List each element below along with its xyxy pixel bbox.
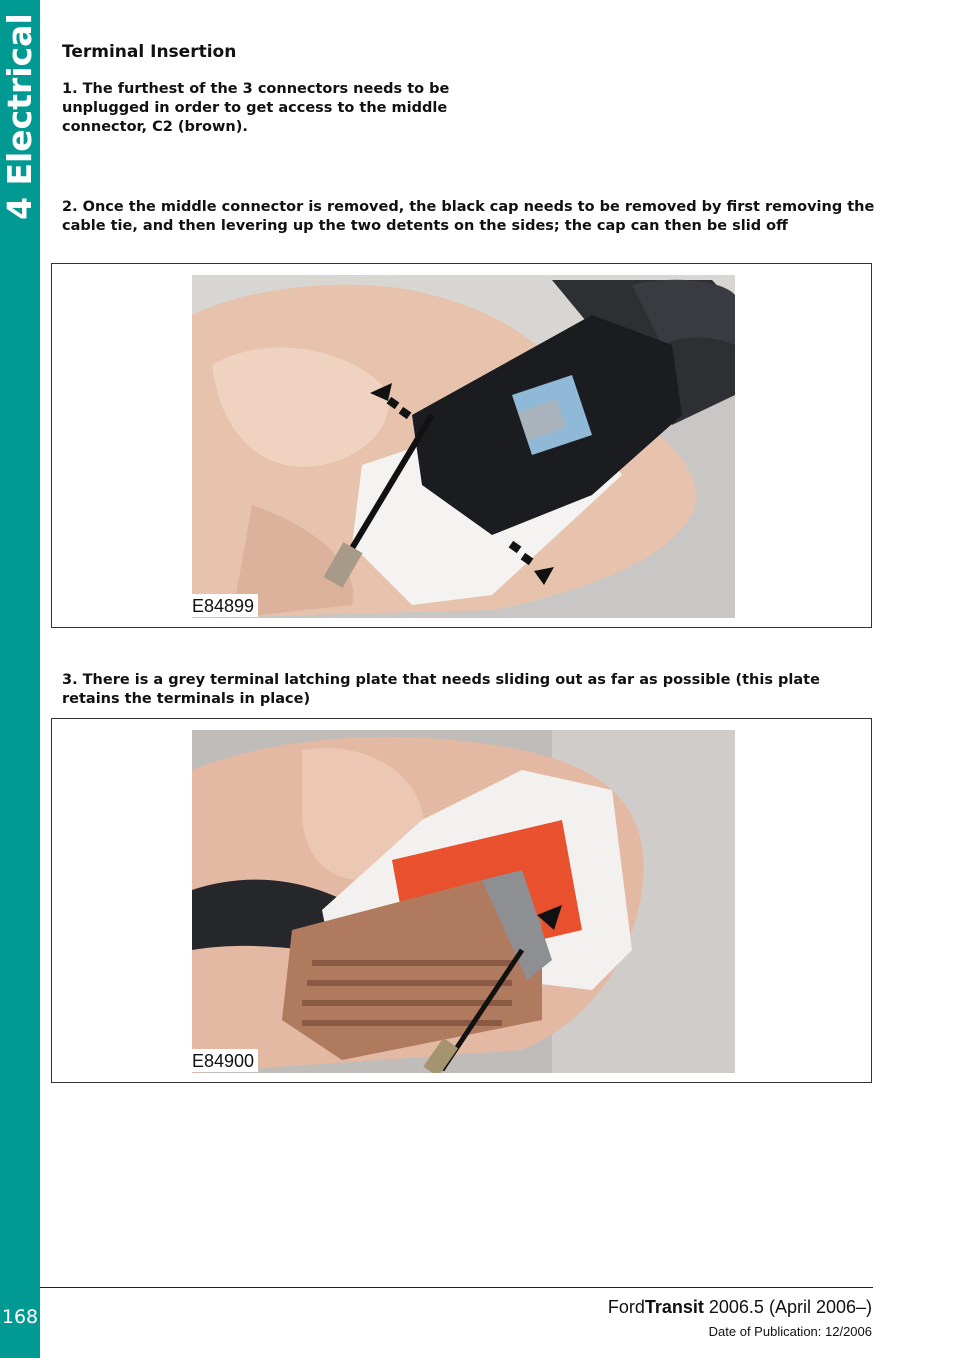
section-title: 4 Electrical bbox=[0, 13, 39, 220]
step-3-text: 3. There is a grey terminal latching plate that needs sliding out as far as possible (this plate retains the terminals in place) bbox=[62, 672, 820, 707]
figure-cap-removal bbox=[51, 263, 872, 628]
section-sidebar bbox=[0, 0, 40, 1358]
footer-publication-date: Date of Publication: 12/2006 bbox=[708, 1324, 872, 1339]
step-2-text: 2. Once the middle connector is removed, the black cap needs to be removed by first removing the cable tie, and then levering up the two detents on the sides; the cap can then be slid off bbox=[62, 199, 875, 234]
footer-brand: Ford bbox=[607, 1297, 645, 1317]
footer-publication-title bbox=[608, 1297, 872, 1318]
photo-latching-plate bbox=[192, 730, 735, 1073]
section-heading: Terminal Insertion bbox=[62, 42, 237, 62]
footer-edition: 2006.5 (April 2006–) bbox=[703, 1297, 872, 1317]
figure-latching-plate bbox=[51, 718, 872, 1083]
page-number: 168 bbox=[1, 1306, 39, 1328]
figure-code: E84900 bbox=[192, 1049, 258, 1072]
figure-code: E84899 bbox=[192, 594, 258, 617]
photo-cap-removal bbox=[192, 275, 735, 618]
footer-model: Transit bbox=[644, 1297, 704, 1317]
step-1-text: 1. The furthest of the 3 connectors needs to be unplugged in order to get access to the middle connector, C2 (brown). bbox=[62, 81, 450, 135]
footer-divider bbox=[40, 1287, 873, 1288]
